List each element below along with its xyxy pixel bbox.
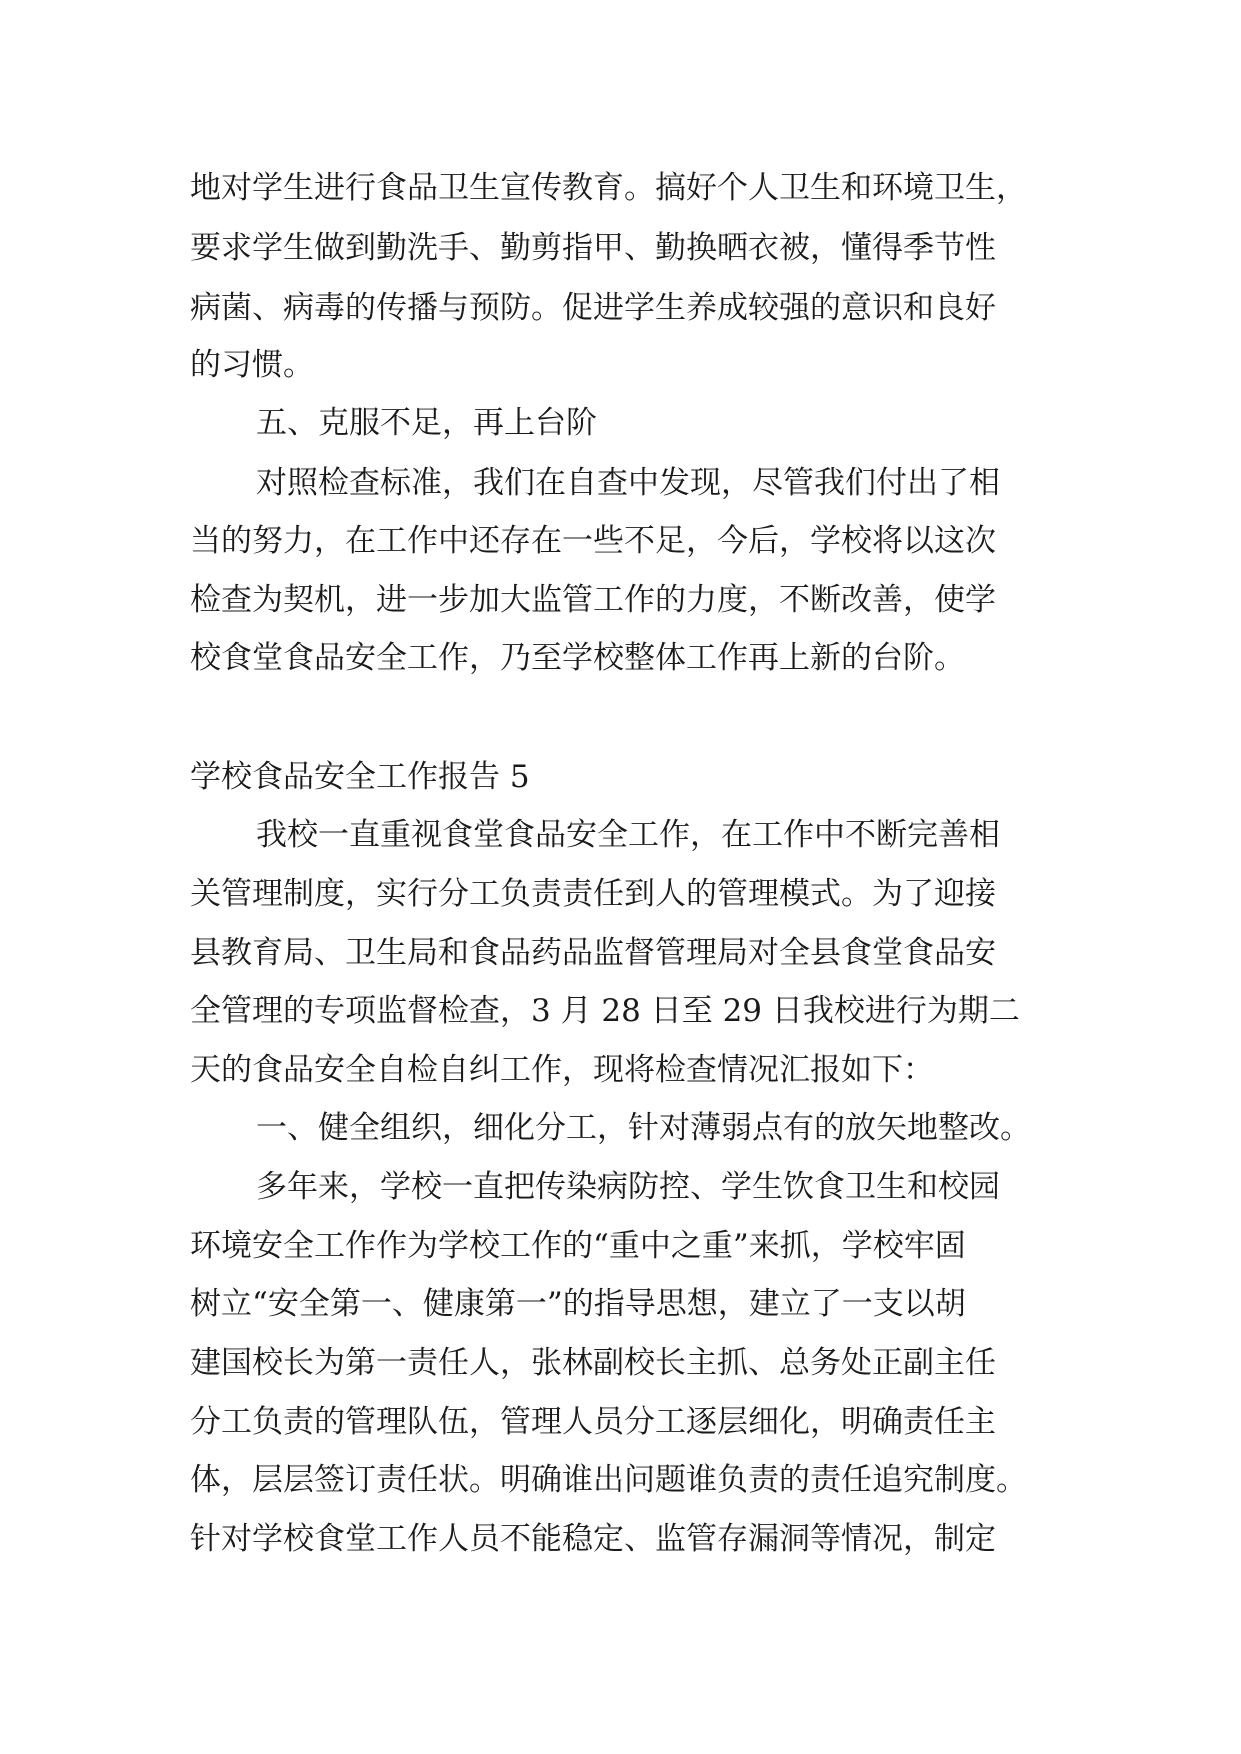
text-line: 对照检查标准，我们在自查中发现，尽管我们付出了相 (256, 465, 1000, 501)
text-line: 检查为契机，进一步加大监管工作的力度，不断改善，使学 (190, 582, 996, 618)
text-line: 校食堂食品安全工作，乃至学校整体工作再上新的台阶。 (190, 640, 965, 676)
section-heading: 一、健全组织，细化分工，针对薄弱点有的放矢地整改。 (256, 1110, 1031, 1146)
text-line: 的习惯。 (190, 347, 314, 383)
text-line: 关管理制度，实行分工负责责任到人的管理模式。为了迎接 (190, 876, 996, 912)
text-line: 全管理的专项监督检查，3 月 28 日至 29 日我校进行为期二 (190, 993, 1020, 1029)
text-line: 县教育局、卫生局和食品药品监督管理局对全县食堂食品安 (190, 935, 996, 971)
text-line: 病菌、病毒的传播与预防。促进学生养成较强的意识和良好 (190, 290, 996, 326)
text-line: 多年来，学校一直把传染病防控、学生饮食卫生和校园 (256, 1169, 1000, 1205)
text-line: 树立“安全第一、健康第一”的指导思想，建立了一支以胡 (190, 1286, 966, 1322)
text-line: 要求学生做到勤洗手、勤剪指甲、勤换晒衣被，懂得季节性 (190, 230, 996, 266)
section-heading: 五、克服不足，再上台阶 (256, 405, 597, 441)
text-line: 天的食品安全自检自纠工作，现将检查情况汇报如下： (190, 1052, 934, 1088)
text-line: 针对学校食堂工作人员不能稳定、监管存漏洞等情况，制定 (190, 1521, 996, 1557)
text-line: 分工负责的管理队伍，管理人员分工逐层细化，明确责任主 (190, 1404, 996, 1440)
text-line: 建国校长为第一责任人，张林副校长主抓、总务处正副主任 (190, 1345, 996, 1381)
text-line: 地对学生进行食品卫生宣传教育。搞好个人卫生和环境卫生， (190, 170, 1027, 206)
text-line: 我校一直重视食堂食品安全工作，在工作中不断完善相 (256, 817, 1000, 853)
text-line: 当的努力，在工作中还存在一些不足，今后，学校将以这次 (190, 523, 996, 559)
text-line: 环境安全工作作为学校工作的“重中之重”来抓，学校牢固 (190, 1228, 966, 1264)
report-title: 学校食品安全工作报告 5 (190, 759, 530, 795)
text-line: 体，层层签订责任状。明确谁出问题谁负责的责任追究制度。 (190, 1462, 1027, 1498)
